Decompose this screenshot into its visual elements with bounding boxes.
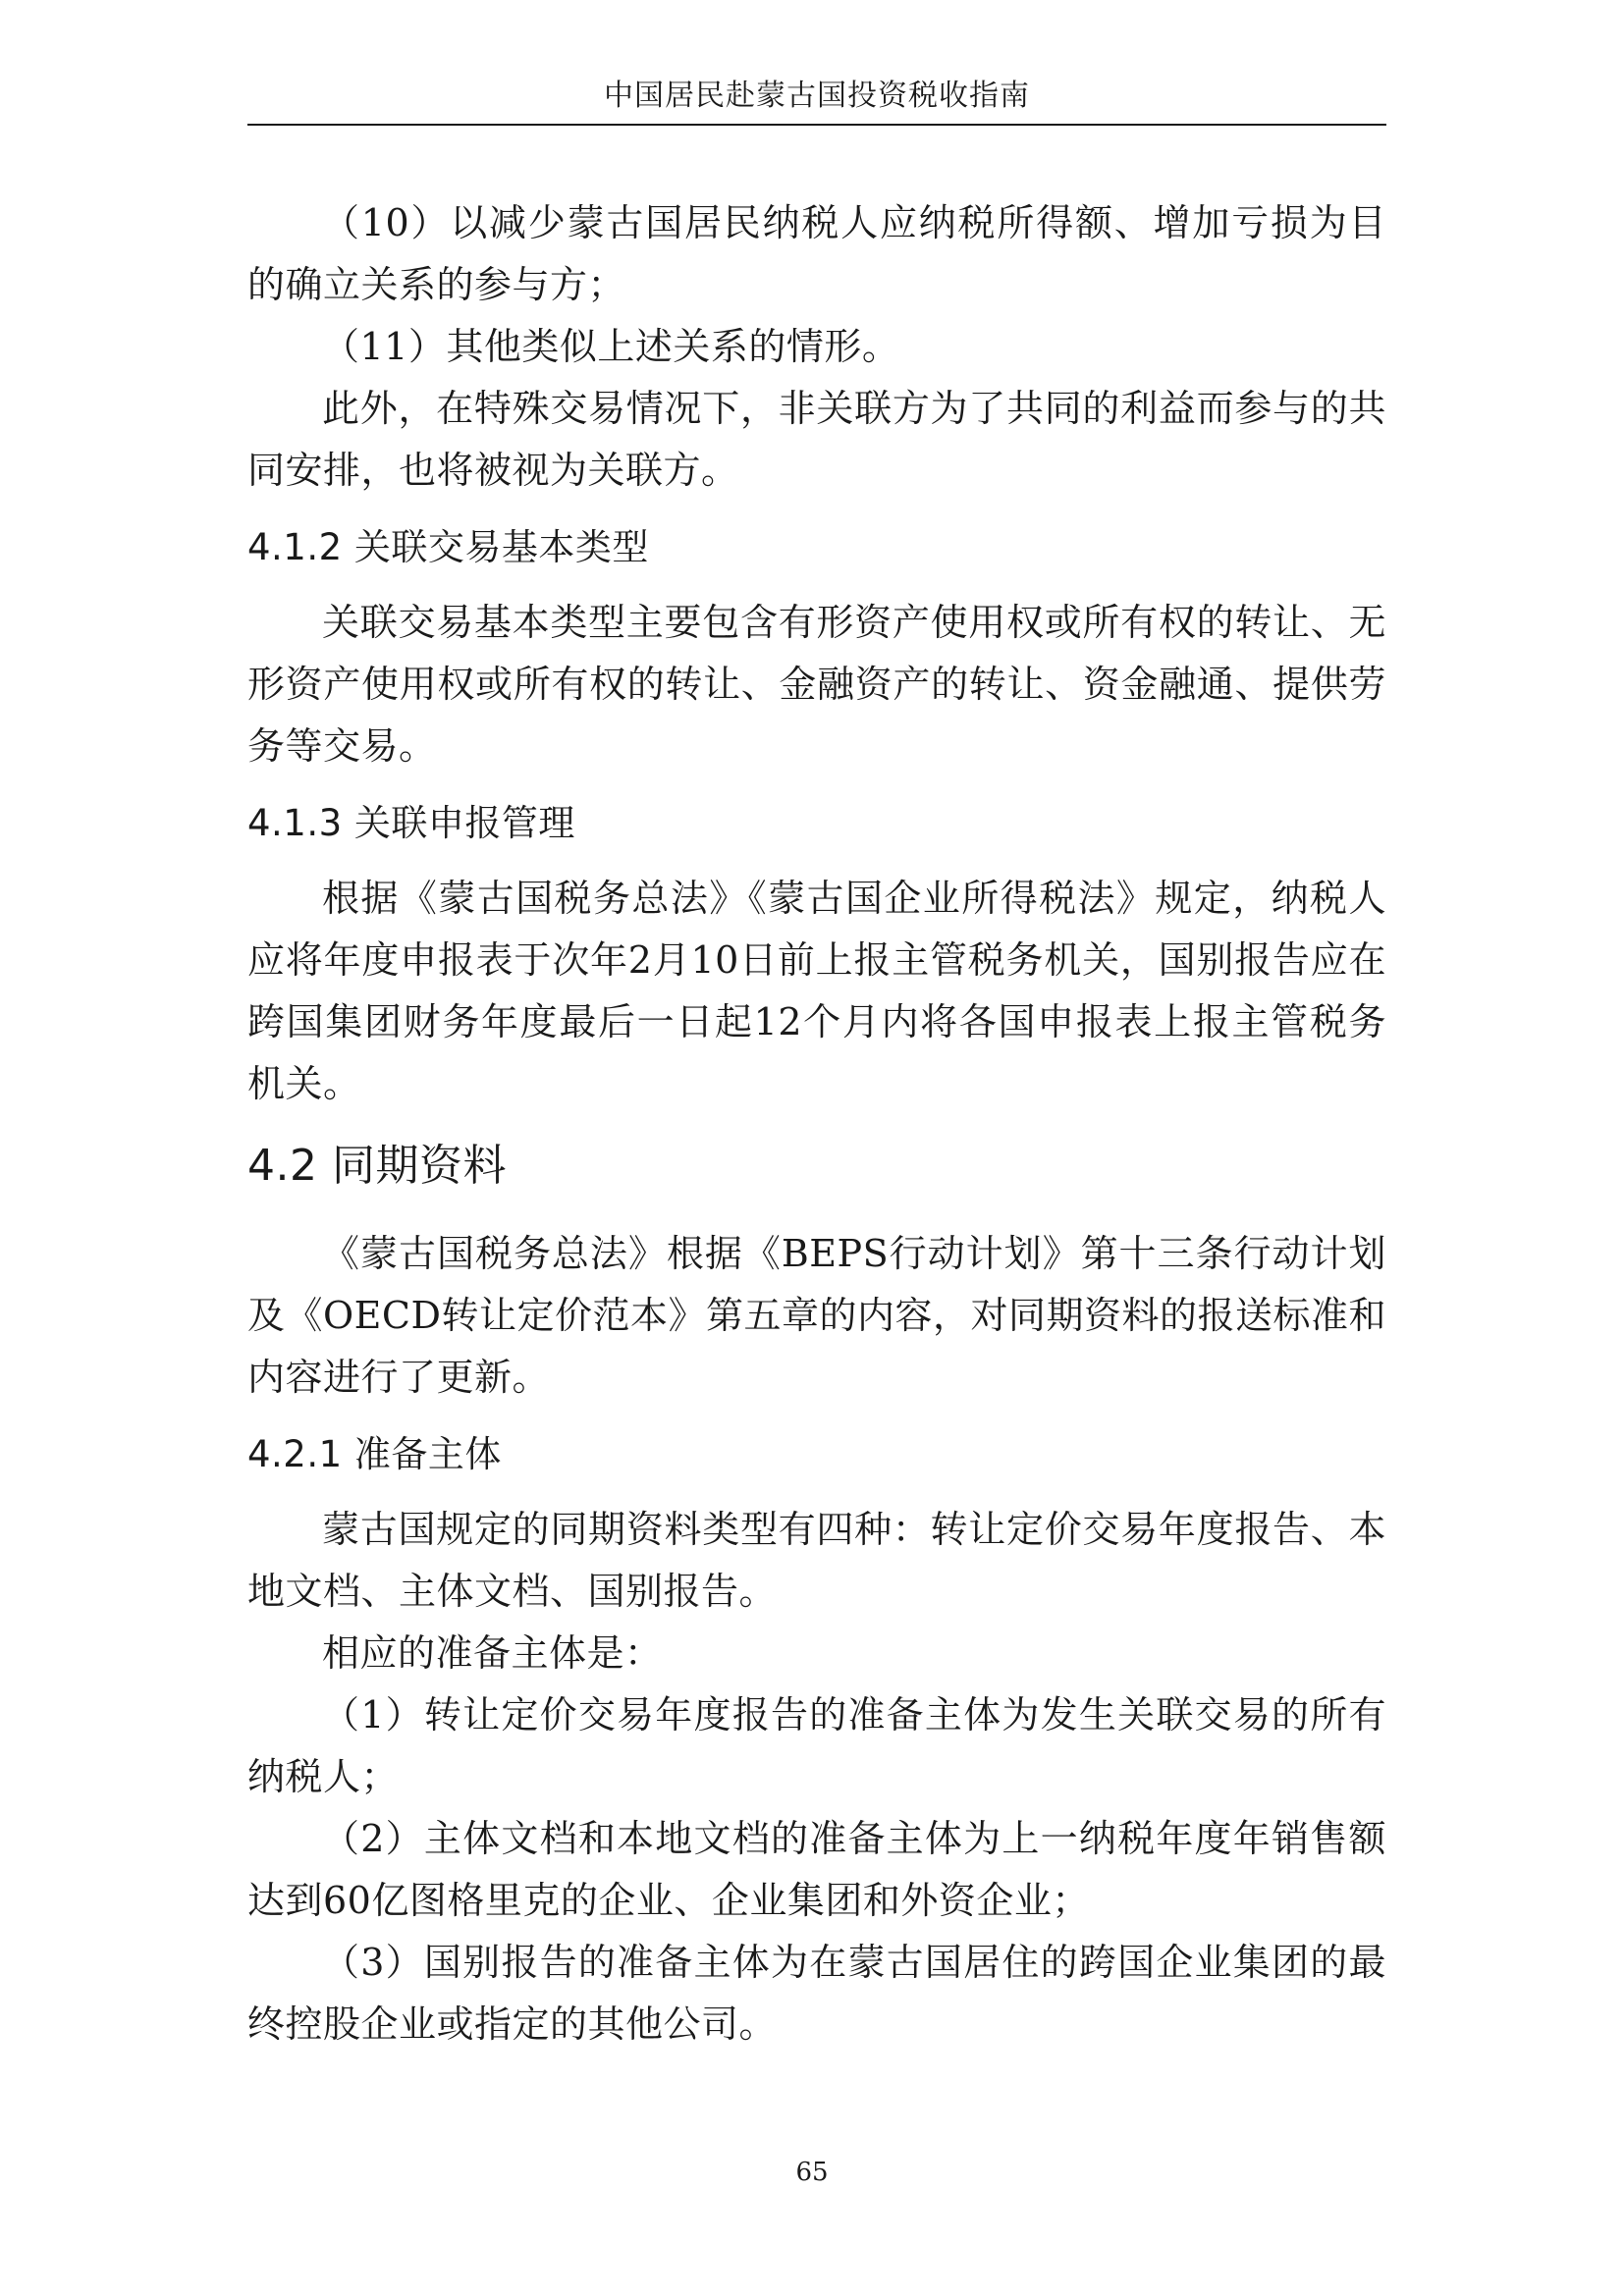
paragraph-item-10: （10）以减少蒙古国居民纳税人应纳税所得额、增加亏损为目的确立关系的参与方； (247, 201, 1386, 306)
heading-4-1-3: 4.1.3 关联申报管理 (247, 802, 575, 844)
paragraph-contemporaneous-docs: 《蒙古国税务总法》根据《BEPS行动计划》第十三条行动计划及《OECD转让定价范本》第五章的内容，对同期资料的报送标准和内容进行了更新。 (247, 1232, 1386, 1399)
heading-4-2-1: 4.2.1 准备主体 (247, 1433, 502, 1475)
paragraph-preparer-1: （1）转让定价交易年度报告的准备主体为发生关联交易的所有纳税人； (247, 1693, 1386, 1798)
page-number: 65 (795, 2158, 829, 2187)
paragraph-item-11: （11）其他类似上述关系的情形。 (322, 325, 900, 368)
page-body (247, 192, 1386, 2056)
header-rule (247, 124, 1386, 126)
paragraph-reporting-management: 根据《蒙古国税务总法》《蒙古国企业所得税法》规定，纳税人应将年度申报表于次年2月10日前上报主管税务机关，国别报告应在跨国集团财务年度最后一日起12个月内将各国申报表上报主管税务机关。 (247, 877, 1386, 1105)
paragraph-transaction-types: 关联交易基本类型主要包含有形资产使用权或所有权的转让、无形资产使用权或所有权的转让、金融资产的转让、资金融通、提供劳务等交易。 (247, 601, 1386, 768)
paragraph-doc-types: 蒙古国规定的同期资料类型有四种：转让定价交易年度报告、本地文档、主体文档、国别报告。 (247, 1508, 1386, 1613)
running-header: 中国居民赴蒙古国投资税收指南 (604, 79, 1030, 113)
paragraph-preparer-2: （2）主体文档和本地文档的准备主体为上一纳税年度年销售额达到60亿图格里克的企业、企业集团和外资企业； (247, 1817, 1386, 1922)
heading-4-1-2: 4.1.2 关联交易基本类型 (247, 526, 649, 568)
paragraph-joint-arrangement: 此外，在特殊交易情况下，非关联方为了共同的利益而参与的共同安排，也将被视为关联方。 (247, 387, 1386, 492)
paragraph-preparer-3: （3）国别报告的准备主体为在蒙古国居住的跨国企业集团的最终控股企业或指定的其他公司。 (247, 1941, 1386, 2046)
heading-4-2: 4.2 同期资料 (247, 1141, 507, 1191)
paragraph-preparers-intro: 相应的准备主体是： (322, 1631, 663, 1675)
